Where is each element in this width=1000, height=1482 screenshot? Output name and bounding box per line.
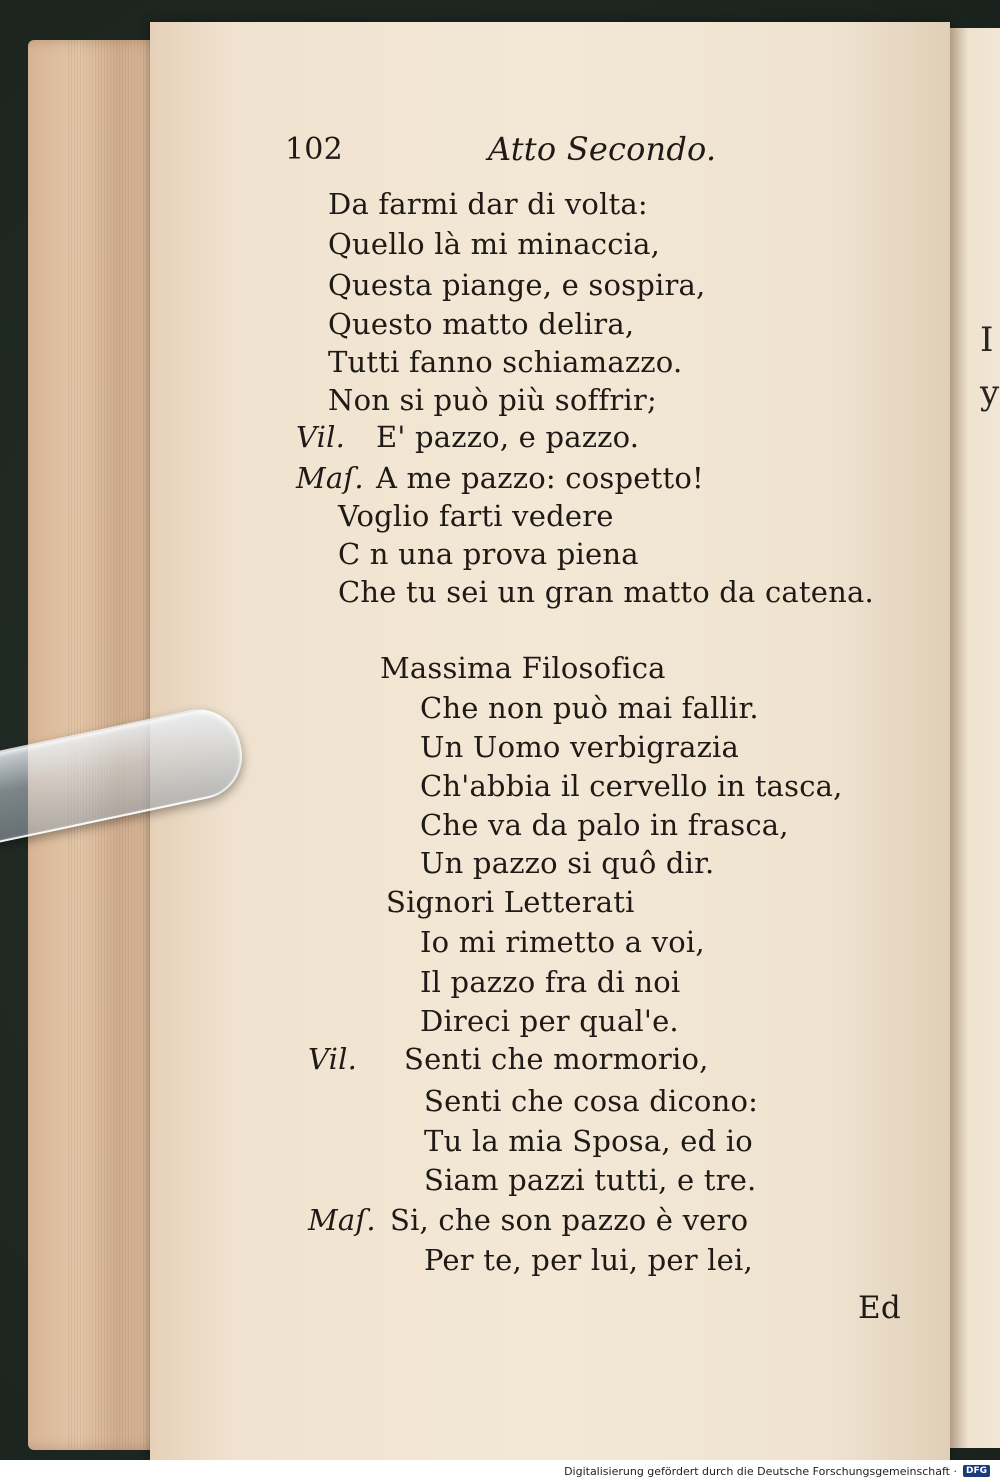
verse-line: Per te, per lui, per lei, [424,1243,753,1277]
verse-line: Voglio farti vedere [338,499,614,533]
verse-line: Un pazzo si quô dir. [420,846,715,880]
verse-line: Non si può più soffrir; [328,383,657,417]
verse-line: Tutti fanno schiamazzo. [328,345,683,379]
right-page-fragment: y [980,373,1000,413]
verse-line: Quello là mi minaccia, [328,227,661,261]
right-page-fragment: I [980,320,994,360]
verse-line: Che tu sei un gran matto da catena. [338,575,874,609]
verse-line: Che non può mai fallir. [420,691,759,725]
speaker-label: Vil. [296,420,346,454]
page-number: 102 [285,132,343,167]
verse-line: E' pazzo, e pazzo. [376,420,640,454]
catchword: Ed [858,1290,901,1326]
verse-line: Massima Filosofica [380,651,666,685]
verse-line: A me pazzo: cospetto! [376,461,704,495]
verse-line: Senti che cosa dicono: [424,1084,759,1118]
verse-line: Io mi rimetto a voi, [420,925,705,959]
running-head: Atto Secondo. [488,130,717,168]
verse-line: Senti che mormorio, [404,1042,709,1076]
right-page-edge [950,28,1000,1448]
verse-line: Direci per qual'e. [420,1004,679,1038]
verse-line: C n una prova piena [338,537,639,571]
verse-line: Da farmi dar di volta: [328,187,648,221]
verse-line: Questa piange, e sospira, [328,268,706,302]
verse-line: Questo matto delira, [328,307,635,341]
funding-credit: Digitalisierung gefördert durch die Deutsche Forschungsgemeinschaft · [564,1464,957,1478]
verse-line: Siam pazzi tutti, e tre. [424,1163,757,1197]
dfg-logo: DFG [963,1465,990,1477]
verse-line: Che va da palo in frasca, [420,808,789,842]
verse-line: Ch'abbia il cervello in tasca, [420,769,843,803]
verse-line: Il pazzo fra di noi [420,965,681,999]
verse-line: Tu la mia Sposa, ed io [424,1124,753,1158]
verse-line: Si, che son pazzo è vero [390,1203,749,1237]
footer-bar [0,1460,1000,1482]
verse-line: Un Uomo verbigrazia [420,730,740,764]
speaker-label: Vil. [308,1042,358,1076]
verse-line: Signori Letterati [386,885,635,919]
speaker-label: Maſ. [308,1203,376,1237]
speaker-label: Maſ. [296,461,364,495]
